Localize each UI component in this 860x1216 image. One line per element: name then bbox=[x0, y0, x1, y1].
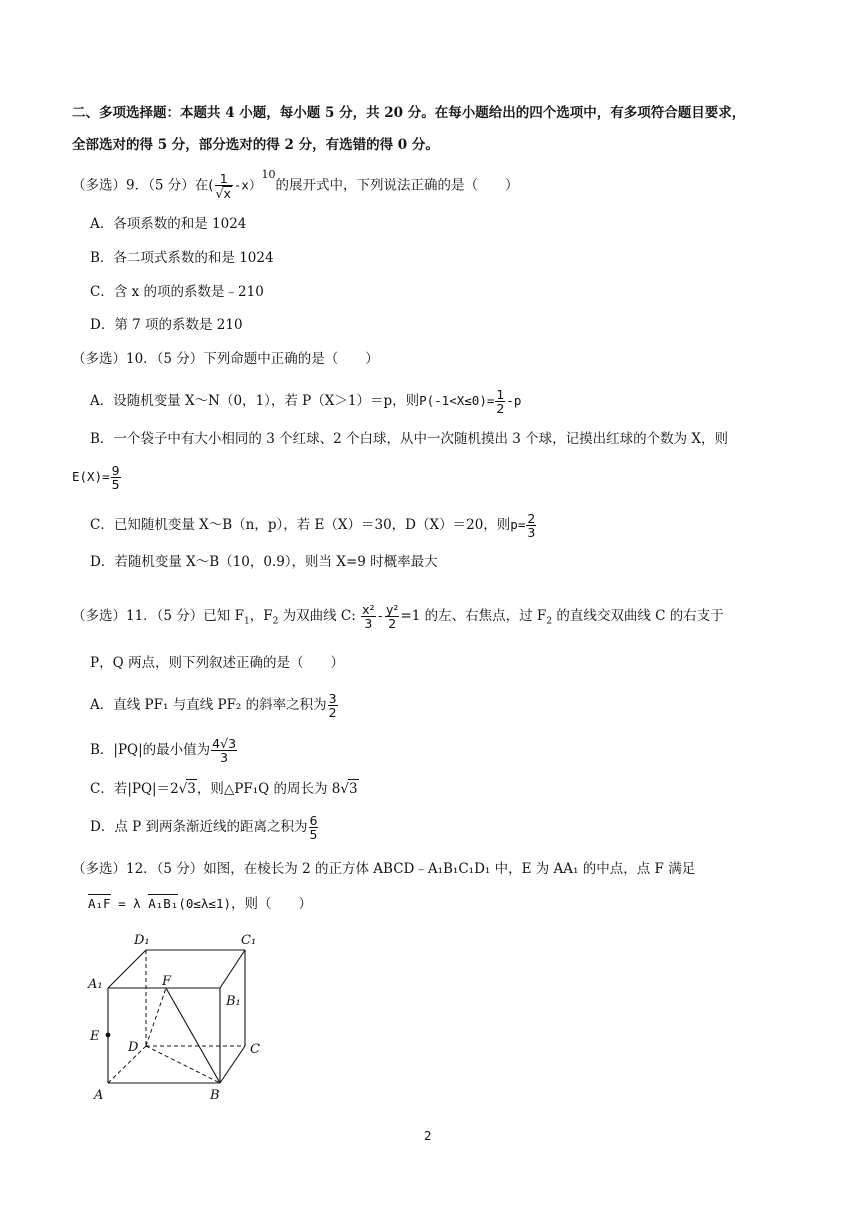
q10-option-a: A．设随机变量 X～N（0，1），若 P（X＞1）＝p，则P(-1<X≤0)= $\frac{1}{2}$ -p bbox=[90, 387, 522, 416]
q11-option-b: B．|PQ|的最小值为 $\frac{4√3}{3}$ bbox=[90, 736, 237, 765]
question-11-stem: （多选）11．（5 分）已知 $F_1$，$F_2$ 为双曲线 C: $\frac{\text{x²}}{3}$ - $\frac{\text{y²}}{2}$ =1 的左、右焦点，过 $F_2$ 的直线交双曲线 C 的右支于 bbox=[72, 602, 724, 631]
label-f: F bbox=[162, 974, 172, 989]
edge-a-d bbox=[108, 1046, 146, 1083]
q11-option-d: D．点 P 到两条渐近线的距离之积为 $\frac{6}{5}$ bbox=[90, 813, 318, 842]
segment-f-b bbox=[166, 988, 220, 1083]
edge-b1-c1 bbox=[220, 950, 245, 988]
label-a1: A₁ bbox=[88, 977, 103, 992]
question-9-stem: （多选）9．（5 分）在( $\frac{1}{√x}$ -x）$^{10}$的展开式中，下列说法正确的是（ ） bbox=[72, 168, 519, 201]
q10-option-b-line1: B．一个袋子中有大小相同的 3 个红球、2 个白球，从中一次随机摸出 3 个球，记摸出红球的个数为 X，则 bbox=[90, 431, 729, 447]
q11-option-c: C．若|PQ|＝2√3，则△PF₁Q 的周长为 8√3 bbox=[90, 781, 358, 797]
q9-option-c: C．含 x 的项的系数是﹣210 bbox=[90, 284, 264, 300]
question-12-condition: A₁F = λ A₁B₁(0≤λ≤1)，则（ ） bbox=[88, 896, 313, 912]
label-d1: D₁ bbox=[134, 933, 150, 948]
label-c1: C₁ bbox=[241, 933, 257, 948]
q10-option-d: D．若随机变量 X～B（10，0.9），则当 X=9 时概率最大 bbox=[90, 554, 438, 570]
label-e: E bbox=[90, 1029, 100, 1044]
question-11-line2: P，Q 两点，则下列叙述正确的是（ ） bbox=[90, 655, 344, 671]
segment-d-f bbox=[146, 988, 166, 1046]
page-number: 2 bbox=[424, 1129, 432, 1143]
q9-option-d: D．第 7 项的系数是 210 bbox=[90, 317, 243, 333]
point-e bbox=[106, 1033, 111, 1038]
q11-option-a: A．直线 PF₁ 与直线 PF₂ 的斜率之积为 $\frac{3}{2}$ bbox=[90, 691, 337, 720]
label-d: D bbox=[128, 1040, 139, 1055]
q9-option-a: A．各项系数的和是 1024 bbox=[90, 216, 247, 232]
question-10-stem: （多选）10．（5 分）下列命题中正确的是（ ） bbox=[72, 351, 379, 367]
edge-b-c bbox=[220, 1046, 245, 1083]
label-c: C bbox=[250, 1042, 260, 1057]
edge-a1-d1 bbox=[108, 950, 146, 988]
q9-option-b: B．各二项式系数的和是 1024 bbox=[90, 250, 274, 266]
question-12-stem: （多选）12．（5 分）如图，在棱长为 2 的正方体 ABCD﹣A₁B₁C₁D₁ 中，E 为 AA₁ 的中点，点 F 满足 bbox=[72, 861, 696, 877]
q10-option-c: C．已知随机变量 X～B（n，p），若 E（X）＝30，D（X）＝20，则p= $\frac{2}{3}$ bbox=[90, 511, 536, 540]
section-header-line1: 二、多项选择题：本题共 4 小题，每小题 5 分，共 20 分。在每小题给出的四个选项中，有多项符合题目要求， bbox=[72, 105, 746, 121]
label-b: B bbox=[210, 1088, 220, 1103]
q10-option-b-line2: E(X)= $\frac{9}{5}$ bbox=[72, 463, 120, 492]
section-header-line2: 全部选对的得 5 分，部分选对的得 2 分，有选错的得 0 分。 bbox=[72, 137, 439, 153]
label-a: A bbox=[94, 1088, 104, 1103]
label-b1: B₁ bbox=[226, 994, 241, 1009]
cube-figure bbox=[80, 928, 280, 1108]
